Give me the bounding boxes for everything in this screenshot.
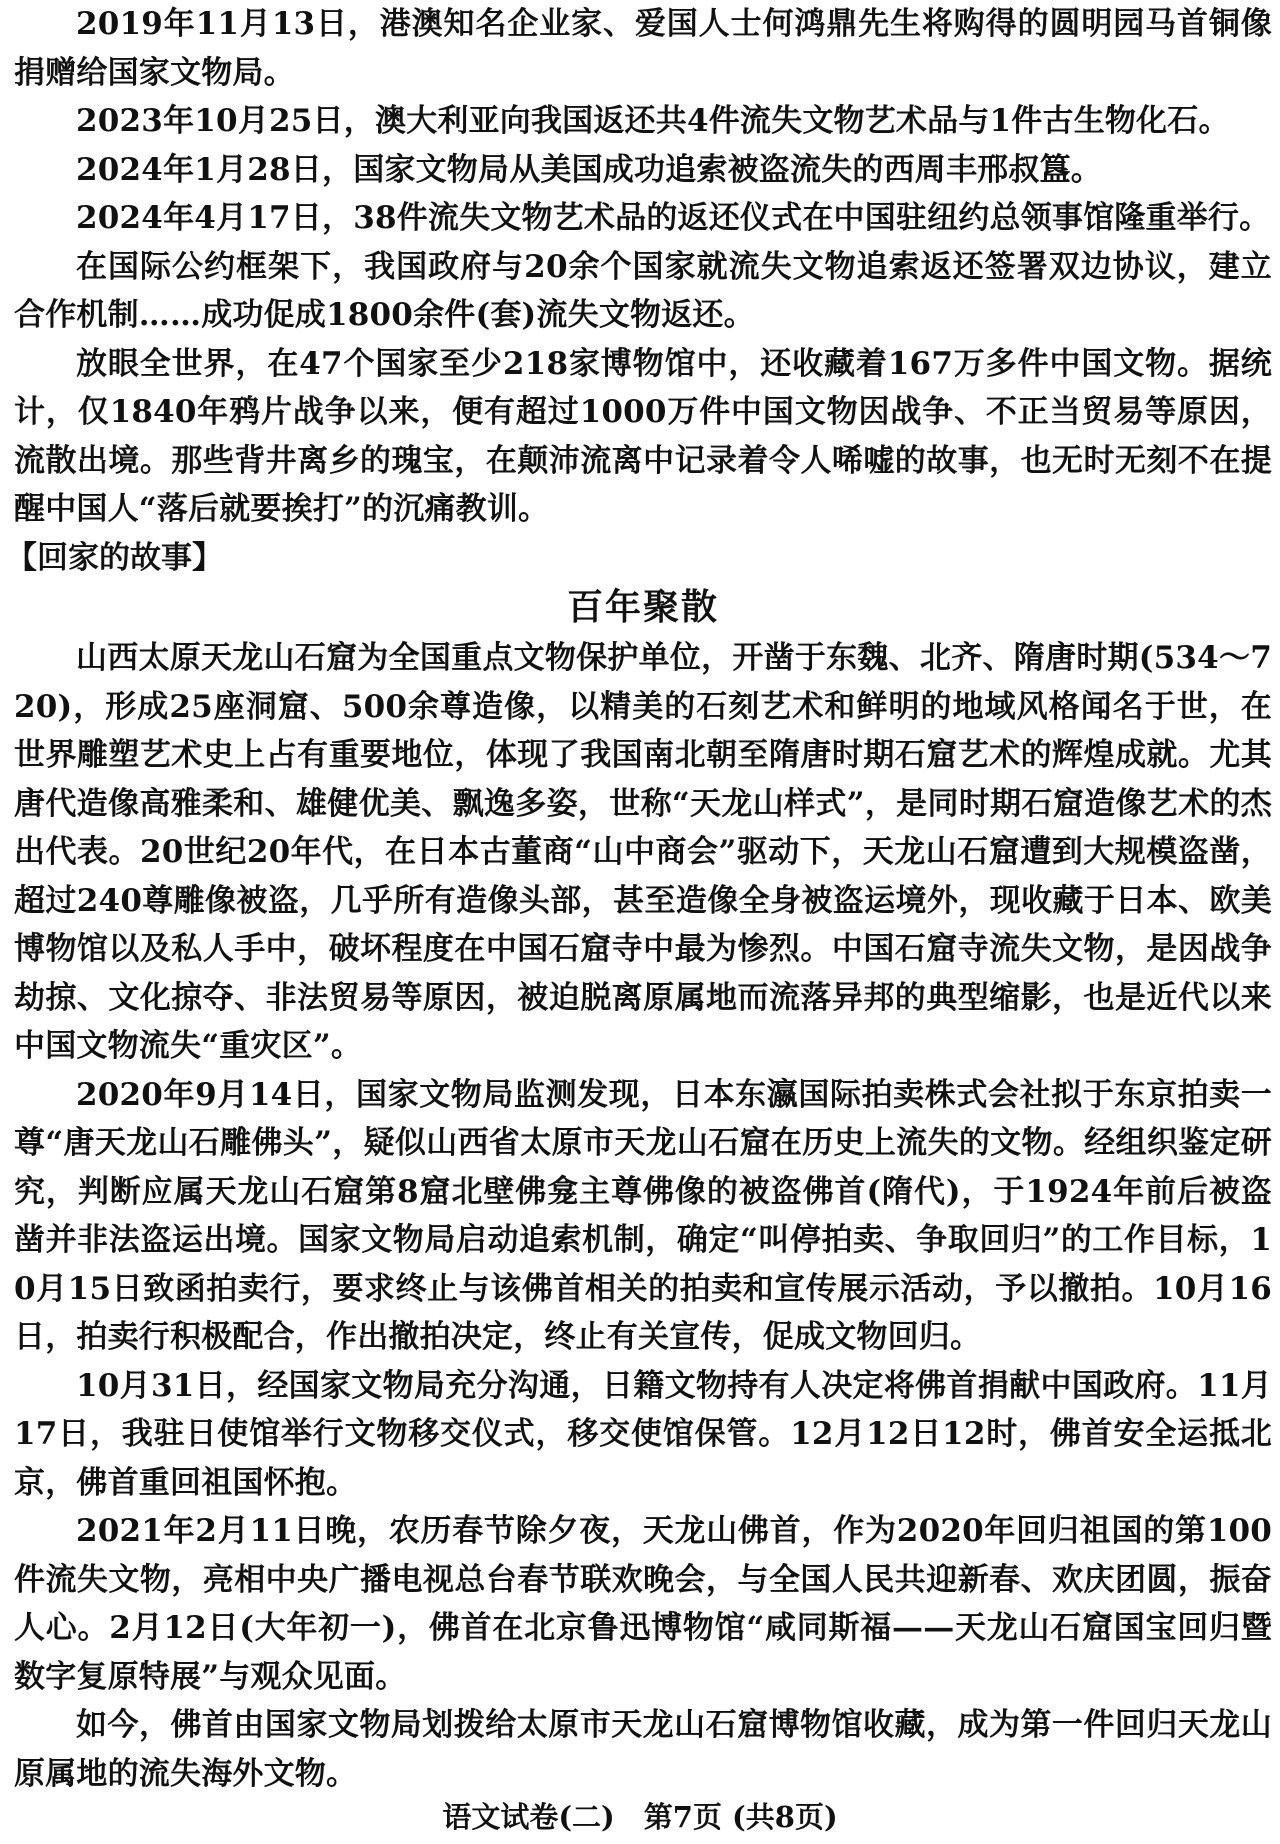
paragraph-museum-collection: 如今，佛首由国家文物局划拨给太原市天龙山石窟博物馆收藏，成为第一件回归天龙山原属地的流失海外文物。 (14, 1707, 1272, 1792)
page-footer: 语文试卷(二) 第7页 (共8页) (442, 1800, 838, 1834)
paragraph-2020-auction: 2020年9月14日，国家文物局监测发现，日本东瀛国际拍卖株式会社拟于东京拍卖一尊“唐天龙山石雕佛头”，疑似山西省太原市天龙山石窟在历史上流失的文物。经组织鉴定研究，判断应属天龙山石窟第8窟北壁佛龛主尊佛像的被盗佛首(隋代)，于1924年前后被盗凿并非法盗运出境。国家文物局启动追索机制，确定“叫停拍卖、争取回归”的工作目标，10月15日致函拍卖行，要求终止与该佛首相关的拍卖和宣传展示活动，予以撤拍。10月16日，拍卖行积极配合，作出撤拍决定，终止有关宣传，促成文物回归。 (14, 1076, 1272, 1355)
paragraph-tianlongshan-intro: 山西太原天龙山石窟为全国重点文物保护单位，开凿于东魏、北齐、隋唐时期(534～720)，形成25座洞窟、500余尊造像，以精美的石刻艺术和鲜明的地域风格闻名于世，在世界雕塑艺术史上占有重要地位，体现了我国南北朝至隋唐时期石窟艺术的辉煌成就。尤其唐代造像高雅柔和、雄健优美、飘逸多姿，世称“天龙山样式”，是同时期石窟造像艺术的杰出代表。20世纪20年代，在日本古董商“山中商会”驱动下，天龙山石窟遭到大规模盗凿，超过240尊雕像被盗，几乎所有造像头部，甚至造像全身被盗运境外，现收藏于日本、欧美博物馆以及私人手中，破坏程度在中国石窟寺中最为惨烈。中国石窟寺流失文物，是因战争劫掠、文化掠夺、非法贸易等原因，被迫脱离原属地而流落异邦的典型缩影，也是近代以来中国文物流失“重灾区”。 (14, 640, 1272, 1064)
paragraph-2023-australia: 2023年10月25日，澳大利亚向我国返还共4件流失文物艺术品与1件古生物化石。 (76, 103, 1230, 139)
article-title: 百年聚散 (566, 587, 719, 628)
paragraph-donation: 10月31日，经国家文物局充分沟通，日籍文物持有人决定将佛首捐献中国政府。11月17日，我驻日使馆举行文物移交仪式，移交使馆保管。12月12日12时，佛首安全运抵北京，佛首重回祖国怀抱。 (14, 1367, 1272, 1501)
paragraph-international-convention: 在国际公约框架下，我国政府与20余个国家就流失文物追索返还签署双边协议，建立合作机制……成功促成1800余件(套)流失文物返还。 (14, 248, 1272, 333)
intro-section (14, 0, 1272, 534)
article-body (14, 634, 1272, 1798)
paragraph-spring-festival: 2021年2月11日晚，农历春节除夕夜，天龙山佛首，作为2020年回归祖国的第100件流失文物，亮相中央广播电视总台春节联欢晚会，与全国人民共迎新春、欢庆团圆，振奋人心。2月12日(大年初一)，佛首在北京鲁迅博物馆“咸同斯福——天龙山石窟国宝回归暨数字复原特展”与观众见面。 (14, 1513, 1272, 1695)
exam-page (6, 0, 1272, 1844)
paragraph-2024-jan: 2024年1月28日，国家文物局从美国成功追索被盗流失的西周丰邢叔簋。 (76, 151, 1102, 188)
section-tag: 【回家的故事】 (6, 539, 223, 576)
paragraph-2024-apr: 2024年4月17日，38件流失文物艺术品的返还仪式在中国驻纽约总领事馆隆重举行。 (76, 200, 1271, 236)
paragraph-global-overview: 放眼全世界，在47个国家至少218家博物馆中，还收藏着167万多件中国文物。据统计，仅1840年鸦片战争以来，便有超过1000万件中国文物因战争、不正当贸易等原因，流散出境。那些背井离乡的瑰宝，在颠沛流离中记录着令人唏嘘的故事，也无时无刻不在提醒中国人“落后就要挨打”的沉痛教训。 (14, 345, 1272, 527)
paragraph-2019-horse-head: 2019年11月13日，港澳知名企业家、爱国人士何鸿鼎先生将购得的圆明园马首铜像捐赠给国家文物局。 (14, 6, 1272, 91)
